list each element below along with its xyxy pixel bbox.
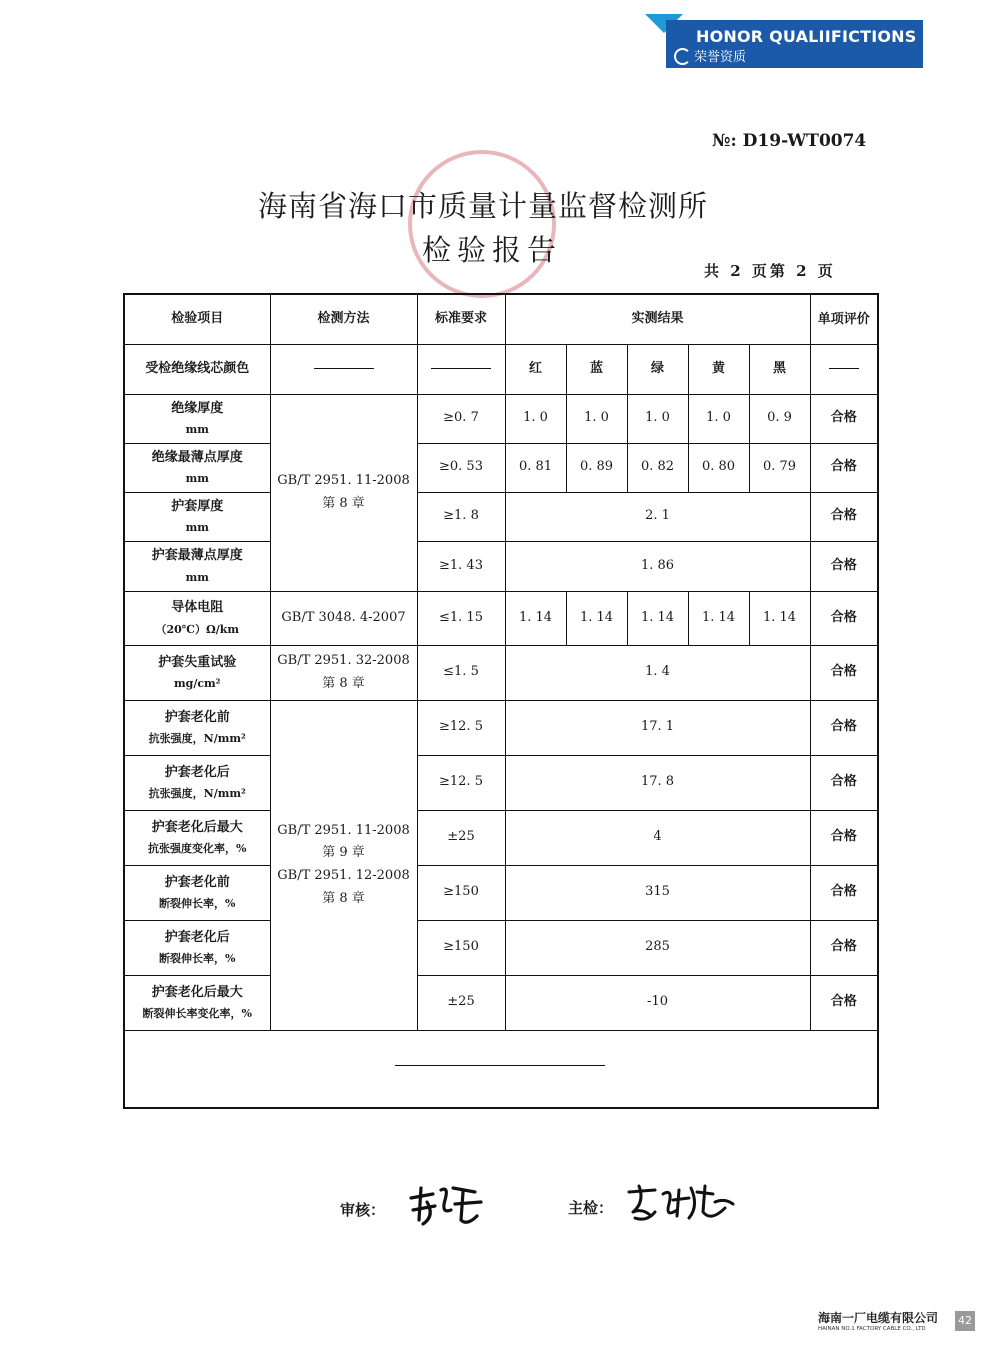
result-cell: 1. 14 xyxy=(566,591,627,645)
requirement-cell: ≥0. 53 xyxy=(417,443,505,492)
eval-cell: 合格 xyxy=(810,865,878,920)
eval-cell: 合格 xyxy=(810,700,878,755)
item-cell: 护套厚度 mm xyxy=(124,492,270,541)
table-row xyxy=(124,920,878,975)
result-cell: 1. 86 xyxy=(505,541,810,591)
table-row xyxy=(124,344,878,394)
eval-cell: 合格 xyxy=(810,645,878,700)
inspector-signature xyxy=(625,1178,737,1228)
inspector-label: 主检： xyxy=(568,1199,614,1217)
item-cell: 导体电阻 （20℃）Ω/km xyxy=(124,591,270,645)
banner-subtitle: 荣誉资质 xyxy=(694,50,747,65)
institute-title: 海南省海口市质量计量监督检测所 xyxy=(258,189,709,223)
table-row xyxy=(124,541,878,591)
color-cell: 绿 xyxy=(627,344,688,394)
remarks-cell xyxy=(124,1030,878,1108)
header-row xyxy=(124,294,878,344)
method-cell: GB/T 2951. 11-2008 第 8 章 xyxy=(270,394,417,591)
result-cell: 315 xyxy=(505,865,810,920)
table-row xyxy=(124,865,878,920)
eval-cell: 合格 xyxy=(810,541,878,591)
method-cell xyxy=(270,344,417,394)
result-cell: 1. 14 xyxy=(627,591,688,645)
table-row xyxy=(124,975,878,1030)
item-cell: 护套老化前 断裂伸长率，% xyxy=(124,865,270,920)
result-cell: 2. 1 xyxy=(505,492,810,541)
method-cell: GB/T 3048. 4-2007 xyxy=(270,591,417,645)
result-cell: 285 xyxy=(505,920,810,975)
eval-cell: 合格 xyxy=(810,492,878,541)
banner-title: HONOR QUALIIFICTIONS xyxy=(696,27,917,46)
requirement-cell: ≤1. 15 xyxy=(417,591,505,645)
result-cell: 1. 0 xyxy=(566,394,627,443)
header-result: 实测结果 xyxy=(505,294,810,344)
item-cell: 护套老化后最大 断裂伸长率变化率，% xyxy=(124,975,270,1030)
method-cell: GB/T 2951. 11-2008 第 9 章 GB/T 2951. 12-2008 第 8 章 xyxy=(270,700,417,1030)
requirement-cell: ≥150 xyxy=(417,920,505,975)
requirement-cell: ≥1. 8 xyxy=(417,492,505,541)
eval-cell: 合格 xyxy=(810,920,878,975)
result-cell: 1. 0 xyxy=(627,394,688,443)
result-cell: 0. 79 xyxy=(749,443,810,492)
requirement-cell xyxy=(417,344,505,394)
requirement-cell: ≥0. 7 xyxy=(417,394,505,443)
table-row xyxy=(124,645,878,700)
item-cell: 绝缘最薄点厚度 mm xyxy=(124,443,270,492)
color-cell: 蓝 xyxy=(566,344,627,394)
table-row xyxy=(124,492,878,541)
banner-box xyxy=(666,20,923,68)
inspection-table xyxy=(123,293,879,1109)
item-cell: 护套失重试验 mg/cm² xyxy=(124,645,270,700)
page-info: 共 2 页第 2 页 xyxy=(704,262,836,280)
header-method: 检测方法 xyxy=(270,294,417,344)
header-requirement: 标准要求 xyxy=(417,294,505,344)
result-cell: 4 xyxy=(505,810,810,865)
requirement-cell: ±25 xyxy=(417,975,505,1030)
page-number: 42 xyxy=(955,1311,975,1331)
requirement-cell: ≥150 xyxy=(417,865,505,920)
requirement-cell: ≤1. 5 xyxy=(417,645,505,700)
eval-cell: 合格 xyxy=(810,975,878,1030)
table-row xyxy=(124,394,878,443)
table-row xyxy=(124,755,878,810)
result-cell: 1. 14 xyxy=(688,591,749,645)
item-cell: 护套老化后 断裂伸长率，% xyxy=(124,920,270,975)
eval-cell: 合格 xyxy=(810,443,878,492)
header-single-eval: 单项评价 xyxy=(810,294,878,344)
eval-cell xyxy=(810,344,878,394)
eval-cell: 合格 xyxy=(810,755,878,810)
item-cell: 护套最薄点厚度 mm xyxy=(124,541,270,591)
result-cell: 1. 4 xyxy=(505,645,810,700)
result-cell: 1. 0 xyxy=(505,394,566,443)
color-cell: 黄 xyxy=(688,344,749,394)
item-cell: 护套老化后 抗张强度，N/mm² xyxy=(124,755,270,810)
item-cell: 绝缘厚度 mm xyxy=(124,394,270,443)
result-cell: 17. 1 xyxy=(505,700,810,755)
item-cell: 护套老化后最大 抗张强度变化率，% xyxy=(124,810,270,865)
requirement-cell: ≥12. 5 xyxy=(417,755,505,810)
requirement-cell: ≥12. 5 xyxy=(417,700,505,755)
table-row xyxy=(124,810,878,865)
method-cell: GB/T 2951. 32-2008 第 8 章 xyxy=(270,645,417,700)
result-cell: -10 xyxy=(505,975,810,1030)
result-cell: 0. 80 xyxy=(688,443,749,492)
report-number: №: D19-WT0074 xyxy=(712,131,867,151)
remarks-row xyxy=(124,1030,878,1108)
item-cell: 护套老化前 抗张强度，N/mm² xyxy=(124,700,270,755)
header-banner xyxy=(645,14,923,68)
footer-company-en: HAINAN NO.1 FACTORY CABLE CO., LTD xyxy=(818,1326,926,1332)
result-cell: 0. 9 xyxy=(749,394,810,443)
result-cell: 1. 0 xyxy=(688,394,749,443)
eval-cell: 合格 xyxy=(810,810,878,865)
result-cell: 0. 81 xyxy=(505,443,566,492)
requirement-cell: ±25 xyxy=(417,810,505,865)
refresh-circle-icon xyxy=(674,48,691,65)
color-cell: 红 xyxy=(505,344,566,394)
table-row xyxy=(124,700,878,755)
table-row xyxy=(124,443,878,492)
eval-cell: 合格 xyxy=(810,394,878,443)
color-cell: 黑 xyxy=(749,344,810,394)
reviewer-label: 审核： xyxy=(340,1201,386,1219)
requirement-cell: ≥1. 43 xyxy=(417,541,505,591)
eval-cell: 合格 xyxy=(810,591,878,645)
report-title: 检验报告 xyxy=(422,233,563,267)
result-cell: 0. 89 xyxy=(566,443,627,492)
footer-company-cn: 海南一厂电缆有限公司 xyxy=(818,1311,939,1325)
result-cell: 17. 8 xyxy=(505,755,810,810)
header-item: 检验项目 xyxy=(124,294,270,344)
result-cell: 1. 14 xyxy=(505,591,566,645)
remarks-divider xyxy=(395,1065,605,1066)
reviewer-signature xyxy=(405,1180,485,1228)
result-cell: 1. 14 xyxy=(749,591,810,645)
result-cell: 0. 82 xyxy=(627,443,688,492)
item-cell: 受检绝缘线芯颜色 xyxy=(124,344,270,394)
table-row xyxy=(124,591,878,645)
